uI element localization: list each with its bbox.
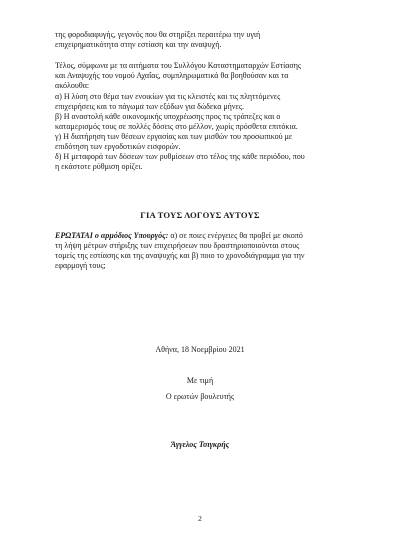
list-item: β) Η αναστολή κάθε οικονομικής υποχρέωσης προς τις τράπεζες και ο — [55, 112, 281, 121]
list-item: επιδότηση των εργοδοτικών εισφορών. — [55, 142, 181, 151]
text-line: επιχειρηματικότητα στην εστίαση και την αναψυχή. — [55, 40, 222, 49]
text-line: της φοροδιαφυγής, γεγονός που θα στηρίξει περαιτέρω την υγιή — [55, 30, 261, 39]
place-date: Αθήνα, 18 Νοεμβρίου 2021 — [155, 345, 245, 354]
text-line — [55, 231, 345, 241]
text-line: εφαρμογή τους; — [55, 261, 106, 270]
text-line: Τέλος, σύμφωνα με τα αιτήματα του Συλλόγου Καταστηματαρχών Εστίασης — [55, 61, 302, 70]
question-first-rest: α) σε ποιες ενέργειες θα προβεί με σκοπό — [168, 231, 303, 240]
signer-role: Ο ερωτών βουλευτής — [165, 392, 235, 401]
list-item: καταμερισμός τους σε πολλές δόσεις στο μέλλον, χωρίς πρόσθετα επιτόκια. — [55, 122, 298, 131]
requests-list — [55, 92, 345, 172]
closing-salutation: Με τιμή — [186, 376, 214, 385]
question-paragraph — [55, 231, 345, 271]
question-lead: ΕΡΩΤΑΤΑΙ ο αρμόδιος Υπουργός: — [55, 231, 169, 240]
page-number: 2 — [198, 514, 202, 523]
text-line: και Αναψυχής του νομού Αχαΐας, συμπληρωματικά θα βοηθούσαν και τα — [55, 71, 289, 80]
list-item: γ) Η διατήρηση των θέσεων εργασίας και των μισθών του προσωπικού με — [55, 132, 293, 141]
requests-paragraph — [55, 61, 345, 91]
intro-paragraph — [55, 30, 345, 50]
signer-name: Άγγελος Τσιγκρής — [170, 440, 230, 449]
list-item: δ) Η μεταφορά των δόσεων των ρυθμίσεων στο τέλος της κάθε περιόδου, που — [55, 152, 305, 161]
list-item: επιχειρήσεις και το πάγωμα των εξόδων για δώδεκα μήνες. — [55, 102, 245, 111]
text-line: τη λήψη μέτρων στήριξης των επιχειρήσεων που δραστηριοποιούνται στους — [55, 241, 300, 250]
section-heading: ΓΙΑ ΤΟΥΣ ΛΟΓΟΥΣ ΑΥΤΟΥΣ — [140, 210, 260, 220]
list-item: η εκάστοτε ρύθμιση ορίζει. — [55, 162, 143, 171]
text-line: ακόλουθα: — [55, 81, 90, 90]
text-line: τομείς της εστίασης και της αναψυχής και β) ποιο το χρονοδιάγραμμα για την — [55, 251, 305, 260]
list-item: α) Η λύση στο θέμα των ενοικίων για τις κλειστές και τις πληττόμενες — [55, 92, 281, 101]
